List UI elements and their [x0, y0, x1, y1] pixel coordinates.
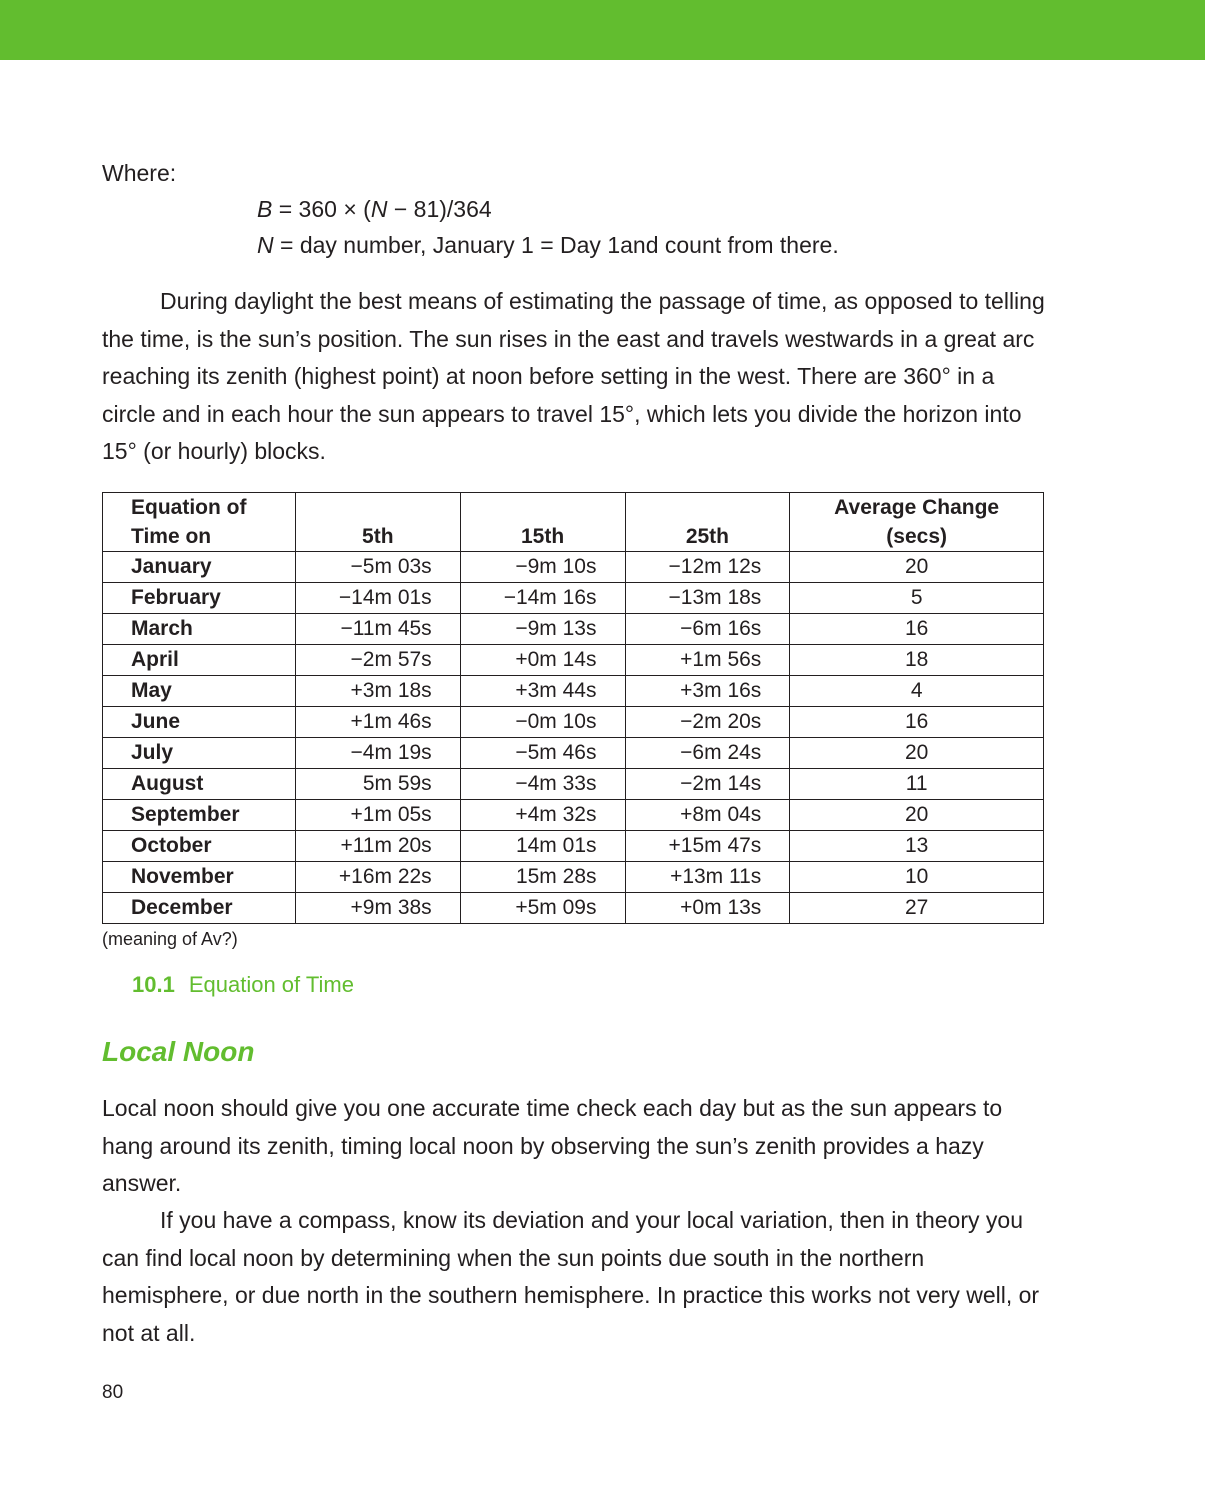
- paragraph-local-noon: Local noon should give you one accurate time check each day but as the sun appears to hang around its zenith, timing local noon by observing the sun’s zenith provides a hazy answer.: [102, 1095, 1003, 1196]
- header-equation-of-time-on: [103, 493, 296, 552]
- value-25th-cell: +15m 47s: [625, 831, 790, 862]
- value-5th-cell: +11m 20s: [295, 831, 460, 862]
- average-change-cell: 4: [790, 676, 1044, 707]
- table-row: [103, 831, 1044, 862]
- table-row: [103, 552, 1044, 583]
- header-25th: 25th: [625, 493, 790, 552]
- table-row: [103, 614, 1044, 645]
- section-heading: Local Noon: [102, 1036, 255, 1067]
- average-change-cell: 20: [790, 552, 1044, 583]
- value-15th-cell: 15m 28s: [460, 862, 625, 893]
- value-5th-cell: +1m 05s: [295, 800, 460, 831]
- table-row: [103, 893, 1044, 924]
- value-25th-cell: −12m 12s: [625, 552, 790, 583]
- formula-n: [257, 227, 839, 263]
- table-row: [103, 676, 1044, 707]
- value-5th-cell: +16m 22s: [295, 862, 460, 893]
- value-25th-cell: −13m 18s: [625, 583, 790, 614]
- table-row: [103, 707, 1044, 738]
- month-cell: May: [103, 676, 296, 707]
- where-label: Where:: [102, 160, 177, 186]
- value-25th-cell: +1m 56s: [625, 645, 790, 676]
- month-cell: July: [103, 738, 296, 769]
- header-average-change: [790, 493, 1044, 552]
- average-change-cell: 16: [790, 707, 1044, 738]
- month-cell: November: [103, 862, 296, 893]
- table-row: [103, 583, 1044, 614]
- average-change-cell: 18: [790, 645, 1044, 676]
- value-5th-cell: −2m 57s: [295, 645, 460, 676]
- month-cell: August: [103, 769, 296, 800]
- value-25th-cell: −2m 14s: [625, 769, 790, 800]
- average-change-cell: 11: [790, 769, 1044, 800]
- month-cell: February: [103, 583, 296, 614]
- value-25th-cell: +3m 16s: [625, 676, 790, 707]
- value-5th-cell: −14m 01s: [295, 583, 460, 614]
- header-label-line-1: Equation of: [131, 496, 247, 519]
- value-25th-cell: +8m 04s: [625, 800, 790, 831]
- average-change-cell: 13: [790, 831, 1044, 862]
- table-note: (meaning of Av?): [102, 929, 238, 949]
- caption-number: 10.1: [132, 972, 175, 997]
- value-25th-cell: −6m 24s: [625, 738, 790, 769]
- header-15th: 15th: [460, 493, 625, 552]
- value-25th-cell: −6m 16s: [625, 614, 790, 645]
- table-row: [103, 738, 1044, 769]
- formula-n-definition: = day number, January 1 = Day 1and count from there.: [273, 232, 839, 258]
- value-5th-cell: −11m 45s: [295, 614, 460, 645]
- formula-b-expression-end: − 81)/364: [387, 196, 492, 222]
- header-label-line-2: Time on: [131, 525, 212, 548]
- month-cell: January: [103, 552, 296, 583]
- table-row: [103, 862, 1044, 893]
- header-color-band: [0, 0, 1205, 60]
- value-25th-cell: +0m 13s: [625, 893, 790, 924]
- page-number: 80: [102, 1382, 124, 1403]
- value-25th-cell: +13m 11s: [625, 862, 790, 893]
- value-5th-cell: +9m 38s: [295, 893, 460, 924]
- value-5th-cell: −4m 19s: [295, 738, 460, 769]
- value-15th-cell: +5m 09s: [460, 893, 625, 924]
- table-row: [103, 645, 1044, 676]
- paragraph-sun-position: During daylight the best means of estimating the passage of time, as opposed to telling the time, is the sun’s position. The sun rises in the east and travels westwards in a great arc reaching its zenith (highest point) at noon before setting in the west. There are 360° in a circle and in each hour the sun appears to travel 15°, which lets you divide the horizon into 15° (or hourly) blocks.: [102, 288, 1045, 464]
- value-15th-cell: −9m 10s: [460, 552, 625, 583]
- header-average-line-2: (secs): [886, 525, 947, 548]
- value-15th-cell: +0m 14s: [460, 645, 625, 676]
- month-cell: October: [103, 831, 296, 862]
- value-25th-cell: −2m 20s: [625, 707, 790, 738]
- average-change-cell: 10: [790, 862, 1044, 893]
- average-change-cell: 5: [790, 583, 1044, 614]
- month-cell: September: [103, 800, 296, 831]
- month-cell: June: [103, 707, 296, 738]
- month-cell: April: [103, 645, 296, 676]
- caption-title: Equation of Time: [188, 972, 354, 997]
- average-change-cell: 20: [790, 738, 1044, 769]
- value-15th-cell: −5m 46s: [460, 738, 625, 769]
- header-average-line-1: Average Change: [834, 496, 1000, 519]
- value-15th-cell: +3m 44s: [460, 676, 625, 707]
- value-15th-cell: −4m 33s: [460, 769, 625, 800]
- average-change-cell: 16: [790, 614, 1044, 645]
- value-5th-cell: 5m 59s: [295, 769, 460, 800]
- value-5th-cell: +3m 18s: [295, 676, 460, 707]
- month-cell: March: [103, 614, 296, 645]
- average-change-cell: 20: [790, 800, 1044, 831]
- equation-of-time-table: [102, 492, 1044, 924]
- formula-b-variable: B: [257, 196, 273, 222]
- average-change-cell: 27: [790, 893, 1044, 924]
- value-15th-cell: +4m 32s: [460, 800, 625, 831]
- formula-b: [257, 191, 492, 227]
- formula-b-expression-start: = 360 × (: [272, 196, 371, 222]
- table-row: [103, 800, 1044, 831]
- value-15th-cell: −14m 16s: [460, 583, 625, 614]
- value-15th-cell: 14m 01s: [460, 831, 625, 862]
- paragraph-compass: If you have a compass, know its deviation and your local variation, then in theory you can find local noon by determining when the sun points due south in the northern hemisphere, or due north in the southern hemisphere. In practice this works not very well, or not at all.: [102, 1207, 1040, 1346]
- figure-caption: [132, 972, 354, 998]
- formula-n-variable: N: [257, 232, 274, 258]
- value-15th-cell: −0m 10s: [460, 707, 625, 738]
- value-5th-cell: −5m 03s: [295, 552, 460, 583]
- table-header-row: [103, 493, 1044, 552]
- formula-b-n-variable: N: [370, 196, 388, 222]
- value-5th-cell: +1m 46s: [295, 707, 460, 738]
- header-5th: 5th: [295, 493, 460, 552]
- value-15th-cell: −9m 13s: [460, 614, 625, 645]
- table-row: [103, 769, 1044, 800]
- month-cell: December: [103, 893, 296, 924]
